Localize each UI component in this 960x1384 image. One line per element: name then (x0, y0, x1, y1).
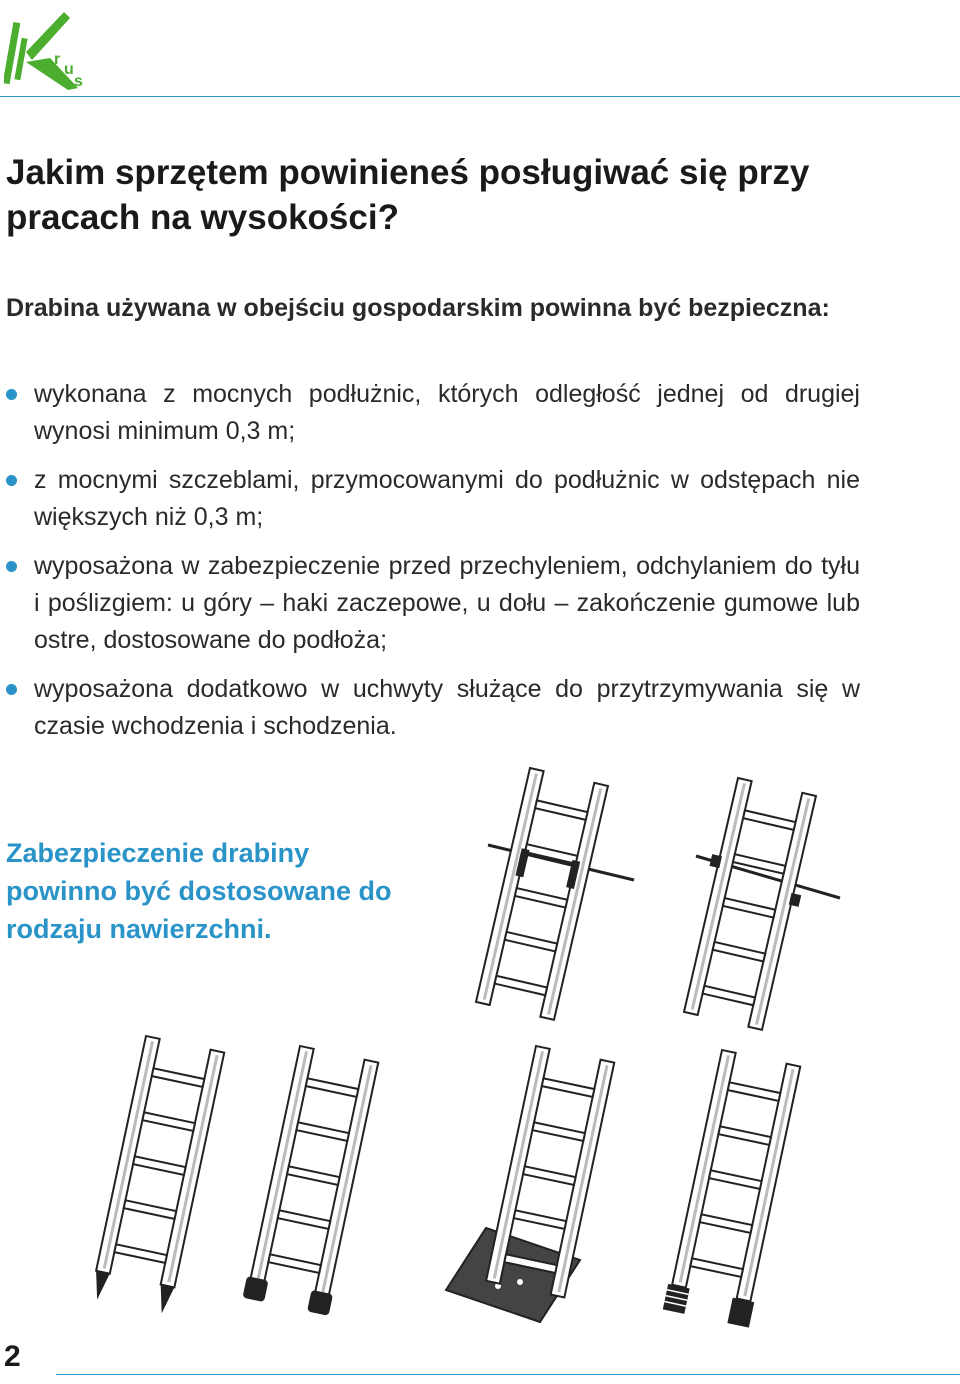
bullet-icon (6, 561, 17, 572)
callout-text: Zabezpieczenie drabiny powinno być dostosowane do rodzaju nawierzchni. (6, 838, 392, 944)
page-number: 2 (4, 1340, 21, 1373)
ladder-spiked-feet (90, 1036, 224, 1315)
list-item-text: wykonana z mocnych podłużnic, których odległość jednej od drugiej wynosi minimum 0,3 m; (34, 380, 860, 445)
list-item (6, 548, 860, 659)
intro-text: Drabina używana w obejściu gospodarskim powinna być bezpieczna: (6, 294, 830, 322)
list-item (6, 462, 860, 536)
list-item-text: wyposażona w zabezpieczenie przed przechyleniem, odchylaniem do tyłu i poślizgiem: u góry – haki zaczepowe, u dołu – zakończenie gumowe lub ostre, dostosowane do podłoża; (34, 552, 860, 654)
krus-logo (4, 8, 88, 92)
list-item (6, 671, 860, 745)
list-item-text: z mocnymi szczeblami, przymocowanymi do podłużnic w odstępach nie większych niż 0,3 m; (34, 466, 860, 531)
svg-text:s: s (74, 73, 83, 90)
ladder-hooks-bar (676, 776, 824, 1031)
header-divider (0, 96, 960, 97)
list-item (6, 376, 860, 450)
page-title: Jakim sprzętem powinieneś posługiwać się przy pracach na wysokości? (6, 153, 810, 237)
ladder-spring-feet (663, 1049, 804, 1327)
svg-text:u: u (64, 61, 74, 78)
bullet-icon (6, 684, 17, 695)
ladder-rubber-feet (242, 1045, 382, 1316)
requirements-list (6, 376, 860, 757)
bullet-icon (6, 389, 17, 400)
bullet-icon (6, 475, 17, 486)
list-item-text: wyposażona dodatkowo w uchwyty służące do przytrzymywania się w czasie wchodzenia i schodzenia. (34, 675, 860, 740)
footer-divider (56, 1374, 960, 1375)
svg-text:r: r (54, 51, 61, 68)
ladder-illustrations (0, 750, 960, 1350)
ladder-hooks-pole (476, 768, 608, 1020)
